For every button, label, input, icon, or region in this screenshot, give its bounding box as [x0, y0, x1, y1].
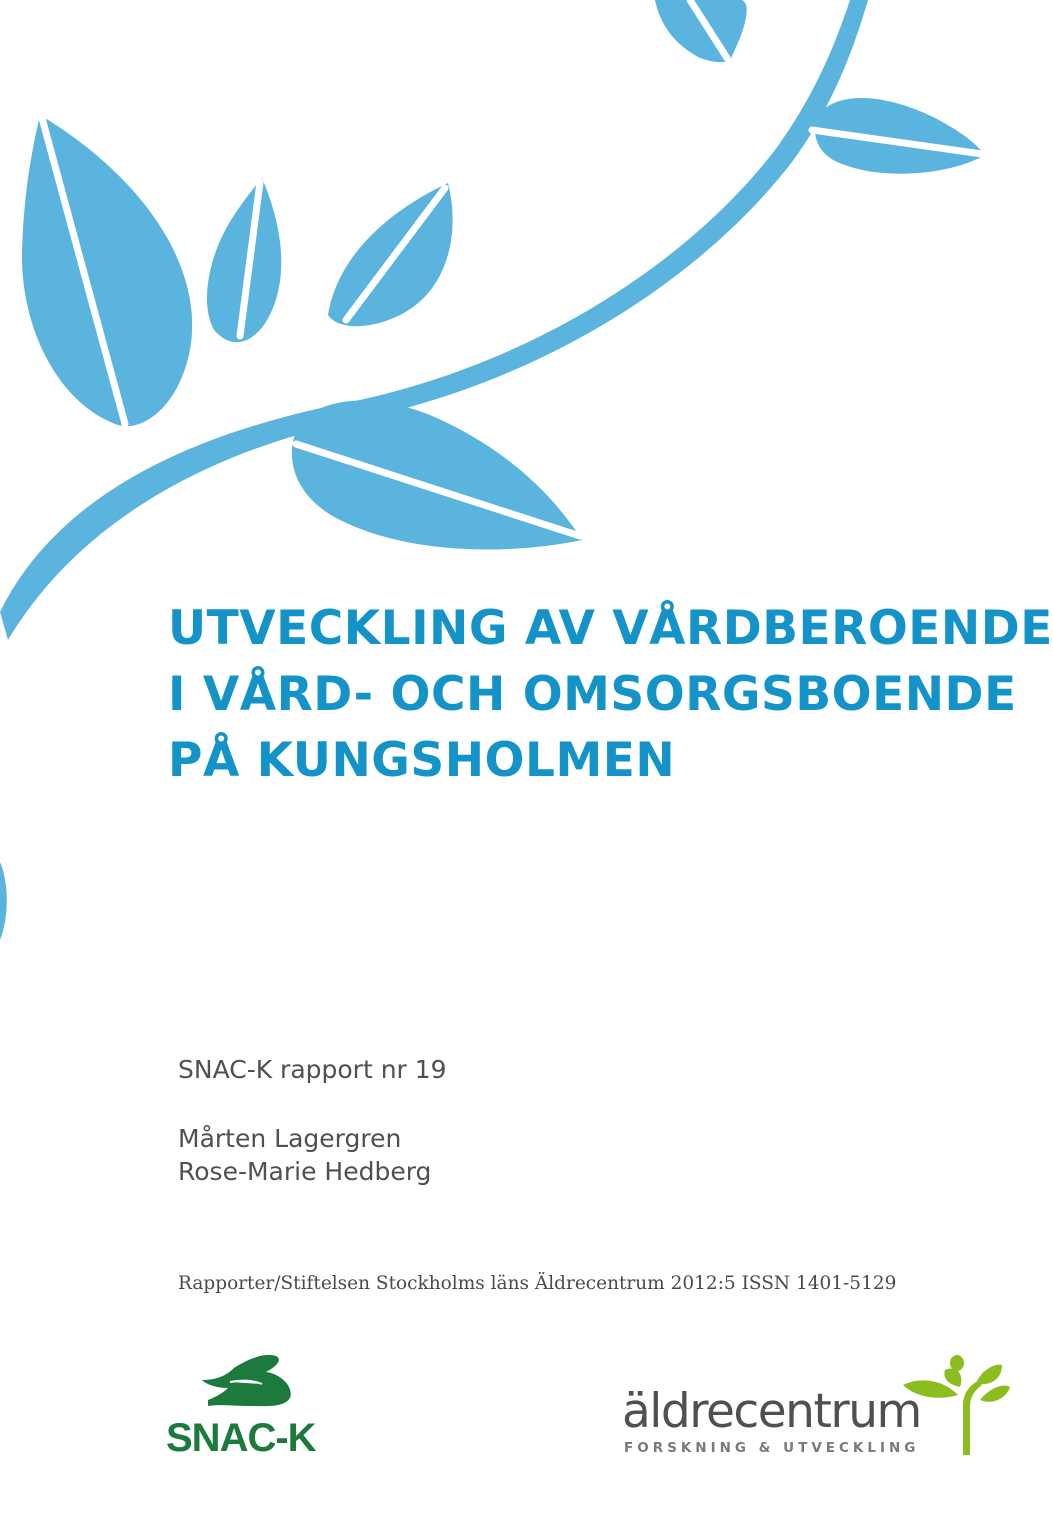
leaf-large-left — [22, 115, 192, 426]
title-line-2: I VÅRD- OCH OMSORGSBOENDE — [168, 667, 1017, 722]
leaf-lower-large — [292, 401, 582, 550]
aldrecentrum-logo-tagline: FORSKNING & UTVECKLING — [624, 1440, 920, 1456]
title-line-3: PÅ KUNGSHOLMEN — [168, 733, 676, 788]
leaf-top — [655, 0, 747, 62]
title-line-1: UTVECKLING AV VÅRDBEROENDE — [168, 601, 1053, 656]
aldrecentrum-logo-name: äldrecentrum — [622, 1384, 921, 1439]
vine-edge-fragment — [0, 862, 7, 940]
author-list — [178, 1122, 431, 1188]
author-2: Rose-Marie Hedberg — [178, 1157, 432, 1186]
author-1: Mårten Lagergren — [178, 1124, 402, 1153]
snack-logo-text: SNAC-K — [166, 1416, 316, 1460]
report-number: SNAC-K rapport nr 19 — [178, 1055, 447, 1084]
report-title — [168, 596, 1053, 794]
series-issn-line: Rapporter/Stiftelsen Stockholms läns Äldrecentrum 2012:5 ISSN 1401-5129 — [178, 1273, 897, 1294]
